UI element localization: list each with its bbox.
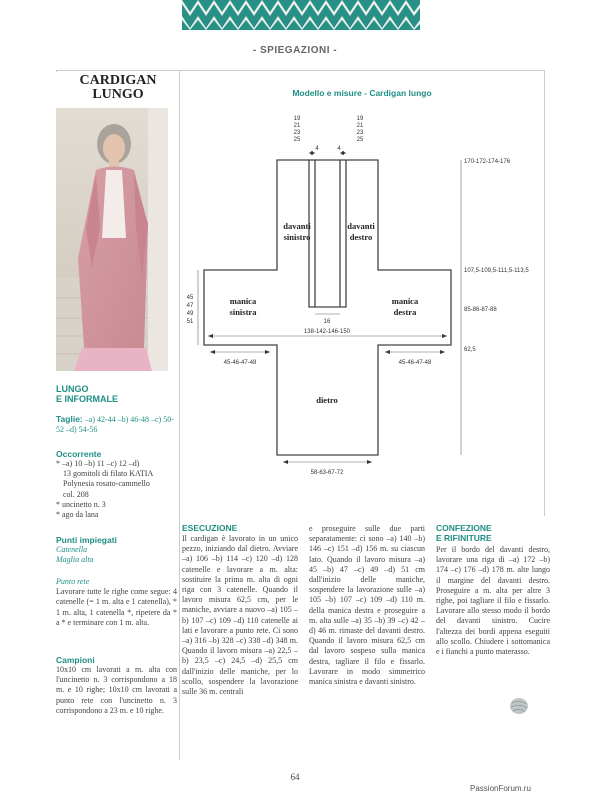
section-title: - SPIEGAZIONI - <box>252 45 338 56</box>
label-sleeve-right: destra <box>393 307 417 317</box>
materials-heading: Occorrente <box>56 449 102 459</box>
stitch-item: Catenella <box>56 545 88 554</box>
schematic-diagram <box>180 100 544 500</box>
finishing-text: Per il bordo del davanti destro, lavorare una riga di –a) 172 –b) 174 –c) 176 –d) 178 m. alte lungo il margine del davanti destro. Proseguire a m. alta per altre 3 righe, poi tagliare il filo e fissarlo. Lavorare allo stesso modo il bordo del davanti sinistro. Cucire l'altezza dei bordi appena eseguiti allo scollo. Chiudere i sottomanica e i fianchi a punto materasso. <box>436 545 550 657</box>
watermark: PassionForum.ru <box>470 784 531 793</box>
materials-list: * –a) 10 –b) 11 –c) 12 –d) 13 gomitoli di filato KATIA Polynesia rosato-cammello col. 208 * uncinetto n. 3 * ago da lana <box>56 459 154 520</box>
model-photo <box>56 108 168 371</box>
left-shoulder-size: 25 <box>293 137 301 143</box>
sizes-paragraph <box>56 414 176 435</box>
label-front-right: davanti <box>347 221 375 231</box>
sleeve-height-size: 45 <box>186 295 194 301</box>
sleeve-height-size: 47 <box>186 303 194 309</box>
sleeve-height-size: 51 <box>186 319 194 325</box>
body-width: 138-142-146-150 <box>303 329 351 335</box>
back-height: 62,5 <box>464 347 476 353</box>
execution-text-col2: e proseguire sulle due parti separatamente: ci sono –a) 140 –b) 146 –c) 151 –d) 156 m. su ciascun lato. Quando il lavoro misura –a) 45 –b) 47 –c) 49 –d) 51 cm dall'inizio delle maniche, sospendere la lavorazione sulle –a) 105 –b) 107 –c) 109 –d) 110 m. della manica destra e proseguire a m. alta sulle –a) 35 –b) 39 –c) 42 –d) 46 m. rimaste del davanti destro. Quando il lavoro misura 62,5 cm dal lavoro sospeso sulla manica destra, tagliare il filo e fissarlo. Lavorare in modo simmetrico manica sinistra e davanti sinistro. <box>309 524 425 687</box>
gauge-heading: Campioni <box>56 655 95 665</box>
neck-gap-left: 4 <box>315 146 319 152</box>
mesh-stitch-text: Lavorare tutte le righe come segue: 4 catenelle (= 1 m. alta e 1 catenella), * 1 m. alta, 1 catenella *, ripetere da * a * e terminare con 1 m. alta. <box>56 587 177 627</box>
label-back: dietro <box>316 395 338 405</box>
right-column-top-rule <box>179 70 544 71</box>
knit-pattern-band <box>182 0 420 30</box>
finishing-heading: CONFEZIONE E RIFINITURE <box>436 523 492 543</box>
mesh-stitch-heading: Punto rete <box>56 577 90 586</box>
label-front-left: sinistro <box>283 232 311 242</box>
materials-block <box>56 449 178 520</box>
back-width: 58-63-67-72 <box>310 470 344 476</box>
sizes-text: –a) 42-44 –b) 46-48 –c) 50-52 –d) 54-56 <box>56 415 174 435</box>
right-shoulder-size: 19 <box>356 116 364 122</box>
right-box-rule <box>544 70 545 516</box>
gauge-block <box>56 655 177 716</box>
diagram-title: Modello e misure - Cardigan lungo <box>292 88 432 98</box>
label-sleeve-left: sinistra <box>229 307 257 317</box>
right-shoulder-size: 25 <box>356 137 364 143</box>
front-width: 16 <box>323 319 331 325</box>
stitches-heading: Punti impiegati <box>56 535 117 545</box>
right-shoulder-size: 21 <box>356 123 364 129</box>
label-sleeve-right: manica <box>391 296 419 306</box>
stitch-item: Maglia alta <box>56 555 94 565</box>
under-front-height: 85-86-87-88 <box>464 307 497 313</box>
execution-text-col1: Il cardigan è lavorato in un unico pezzo, iniziando dal dietro. Avviare –a) 106 –b) 114 –c) 120 –d) 128 catenelle e lavorare a m. alta: sostituire la prima m. alta di ogni riga con 3 catenelle. Quando il lavoro misura 62,5 cm, per le maniche, avviare a nuovo –a) 105 –b) 107 –c) 109 –d) 110 catenelle ai lati e lavorare a punto rete. Ci sono –a) 316 –b) 328 –c) 338 –d) 348 m. Quando il lavoro misura –a) 22,5 –b) 23,5 –c) 24,5 –d) 25,5 cm dall'inizio delle maniche, per lo scollo, sospendere la lavorazione sulle 36 m. centrali <box>182 534 298 697</box>
sleeve-length-left: 45-46-47-48 <box>223 360 257 366</box>
left-shoulder-size: 23 <box>293 130 301 136</box>
left-column-top-rule <box>56 70 180 71</box>
left-column-corner <box>56 70 57 72</box>
left-shoulder-size: 21 <box>293 123 301 129</box>
label-sleeve-left: manica <box>229 296 257 306</box>
neck-gap-right: 4 <box>337 146 341 152</box>
right-shoulder-size: 23 <box>356 130 364 136</box>
page-number: 64 <box>290 772 300 782</box>
sleeve-height-size: 49 <box>186 311 194 317</box>
sizes-label: Taglie: <box>56 414 83 424</box>
execution-heading: ESECUZIONE <box>182 523 238 533</box>
total-height: 170-172-174-176 <box>464 159 511 165</box>
mesh-stitch-block <box>56 577 177 628</box>
stitches-block <box>56 535 178 565</box>
pattern-title: CARDIGAN LUNGO <box>79 73 157 102</box>
yarn-ball-icon <box>508 697 530 720</box>
label-front-right: destro <box>349 232 373 242</box>
label-front-left: davanti <box>283 221 311 231</box>
gauge-text: 10x10 cm lavorati a m. alta con l'uncinetto n. 3 corrispondono a 18 m. e 10 righe; 10x10 cm lavorati a punto rete con l'uncinetto n. 3 corrispondono a 23 m. e 10 righe. <box>56 665 177 715</box>
left-shoulder-size: 19 <box>293 116 301 122</box>
sleeve-length-right: 45-46-47-48 <box>398 360 432 366</box>
tagline: LUNGO E INFORMALE <box>56 384 118 404</box>
under-sleeve-height: 107,5-109,5-111,5-113,5 <box>464 268 529 274</box>
